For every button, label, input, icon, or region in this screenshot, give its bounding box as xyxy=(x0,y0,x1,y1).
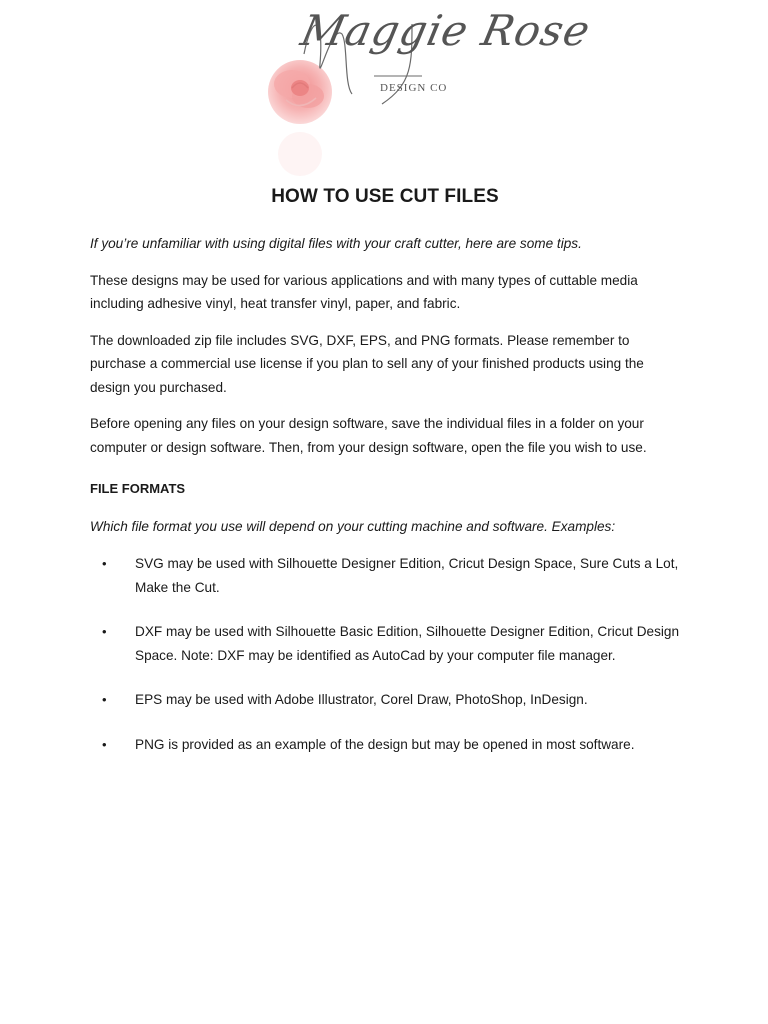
logo-subtext: DESIGN CO xyxy=(380,82,448,94)
list-item-text: SVG may be used with Silhouette Designer Edition, Cricut Design Space, Sure Cuts a Lot, Make the Cut. xyxy=(135,556,679,595)
list-item-dxf xyxy=(90,620,680,667)
brand-logo xyxy=(262,4,595,176)
list-item-text: PNG is provided as an example of the design but may be opened in most software. xyxy=(135,736,635,752)
file-formats-heading: FILE FORMATS xyxy=(90,481,186,496)
paragraph-media: These designs may be used for various applications and with many types of cuttable media including adhesive vinyl, heat transfer vinyl, paper, and fabric. xyxy=(90,272,638,311)
paragraph-opening-files: Before opening any files on your design software, save the individual files in a folder on your computer or design software. Then, from your design software, open the file you wish to use. xyxy=(90,416,647,455)
list-item-eps xyxy=(90,688,680,712)
bullet-icon: • xyxy=(102,692,107,707)
bullet-icon: • xyxy=(102,624,107,639)
list-item-png xyxy=(90,733,680,757)
intro-text: If you’re unfamiliar with using digital files with your craft cutter, here are some tips. xyxy=(90,236,582,251)
file-format-list xyxy=(90,552,680,756)
paragraph-zip-file: The downloaded zip file includes SVG, DXF, EPS, and PNG formats. Please remember to purchase a commercial use license if you plan to sell any of your finished products using the design you purchased. xyxy=(90,332,644,395)
bullet-icon: • xyxy=(102,736,107,752)
file-formats-subheading: Which file format you use will depend on your cutting machine and software. Examples: xyxy=(90,518,616,534)
bullet-icon: • xyxy=(102,556,107,571)
logo-script-text: Maggie Rose xyxy=(296,6,595,55)
list-item-svg xyxy=(90,552,680,599)
page-title: HOW TO USE CUT FILES xyxy=(271,186,499,207)
list-item-text: DXF may be used with Silhouette Basic Edition, Silhouette Designer Edition, Cricut Design Space. Note: DXF may be identified as AutoCad by your computer file manager. xyxy=(135,624,680,663)
list-item-text: EPS may be used with Adobe Illustrator, Corel Draw, PhotoShop, InDesign. xyxy=(135,692,588,707)
document-body xyxy=(90,184,680,777)
